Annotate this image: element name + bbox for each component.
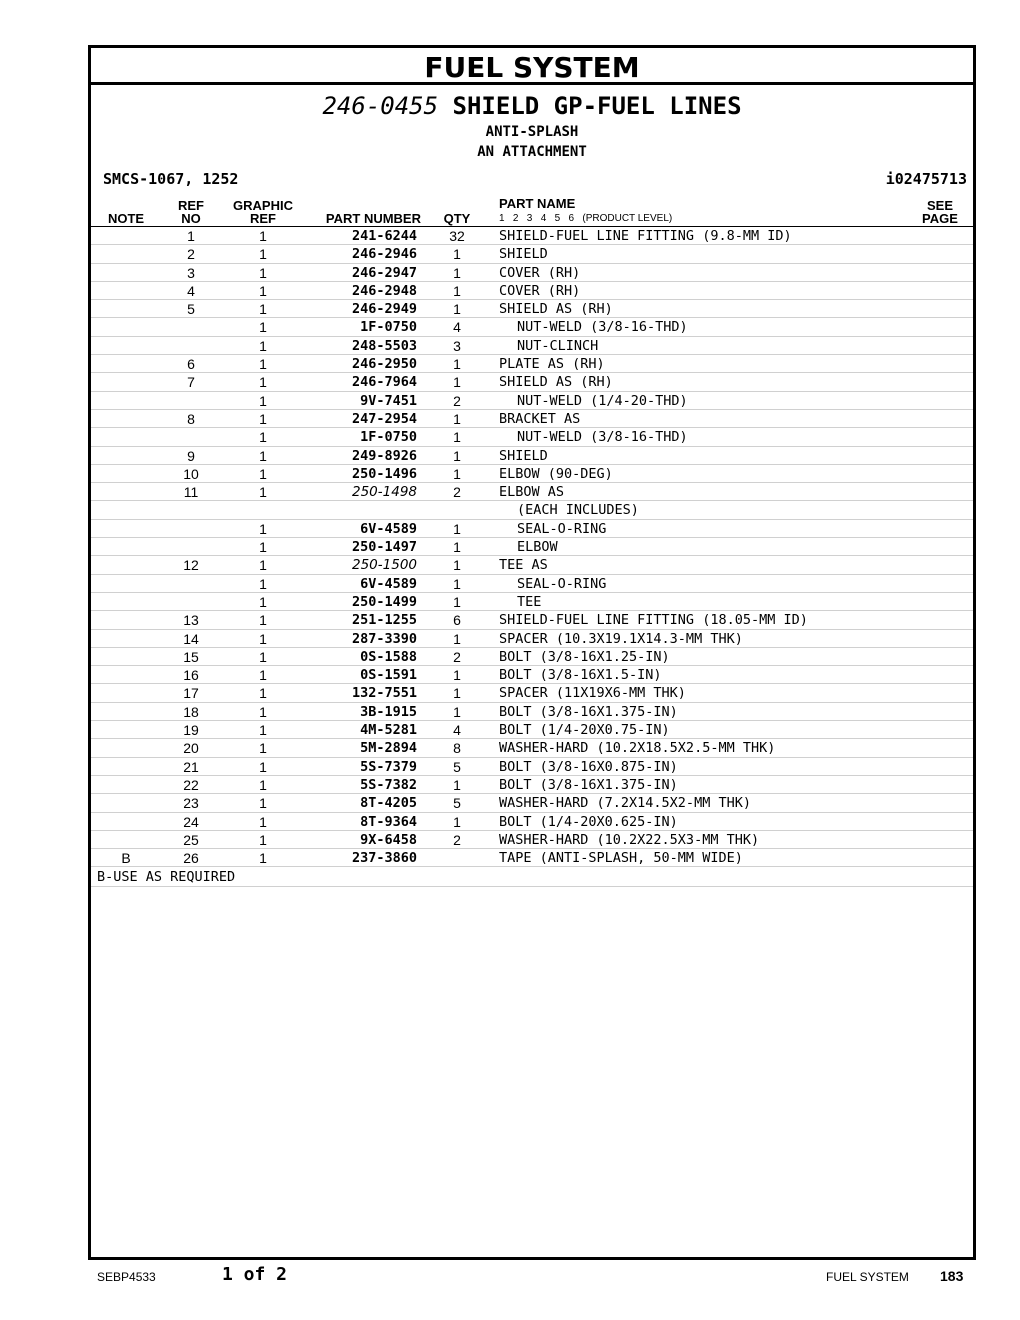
parts-table (91, 227, 973, 867)
ref-no-cell: 3 (187, 264, 195, 281)
graphic-ref-cell: 1 (259, 740, 267, 757)
ref-no-cell: 26 (183, 850, 199, 867)
page-frame (88, 45, 976, 1260)
part-number-cell: 3B-1915 (360, 703, 417, 720)
part-name-cell: PLATE AS (RH) (499, 356, 605, 373)
graphic-ref-cell: 1 (259, 429, 267, 446)
header-note: NOTE (107, 211, 145, 226)
graphic-ref-cell: 1 (259, 722, 267, 739)
table-row (91, 630, 973, 648)
table-row (91, 264, 973, 282)
part-name-cell: NUT-WELD (1/4-20-THD) (517, 392, 688, 409)
graphic-ref-cell: 1 (259, 246, 267, 263)
part-number-cell: 246-2949 (351, 301, 417, 318)
qty-cell: 1 (453, 356, 461, 373)
qty-cell: 1 (453, 410, 461, 427)
qty-cell: 5 (453, 758, 461, 775)
qty-cell: 1 (453, 813, 461, 830)
part-number-cell: 246-2947 (351, 264, 417, 281)
part-name-cell: (EACH INCLUDES) (517, 502, 639, 519)
qty-cell: 1 (453, 374, 461, 391)
part-number-cell: 9V-7451 (360, 392, 417, 409)
ref-no-cell: 7 (187, 374, 195, 391)
table-row (91, 648, 973, 666)
qty-cell: 8 (453, 740, 461, 757)
footer-page-number: 183 (940, 1268, 964, 1284)
qty-cell: 4 (453, 722, 461, 739)
ref-no-cell: 22 (183, 776, 199, 793)
part-number-cell: 1F-0750 (360, 319, 417, 336)
graphic-ref-cell: 1 (259, 484, 267, 501)
part-name-cell: TAPE (ANTI-SPLASH, 50-MM WIDE) (499, 850, 743, 867)
part-name-cell: SHIELD AS (RH) (499, 374, 613, 391)
table-row (91, 831, 973, 849)
section-title: FUEL SYSTEM (91, 48, 973, 85)
part-number-cell: 8T-9364 (360, 813, 417, 830)
part-number-cell: 237-3860 (351, 850, 417, 867)
part-name-cell: WASHER-HARD (10.2X18.5X2.5-MM THK) (499, 740, 776, 757)
graphic-ref-cell: 1 (259, 228, 267, 244)
part-number-cell: 246-2948 (351, 282, 417, 299)
ref-no-cell: 15 (183, 648, 199, 665)
qty-cell: 3 (453, 337, 461, 354)
graphic-ref-cell: 1 (259, 410, 267, 427)
part-name-cell: SEAL-O-RING (517, 520, 607, 537)
graphic-ref-cell: 1 (259, 795, 267, 812)
ref-no-cell: 14 (183, 630, 199, 647)
table-row (91, 355, 973, 373)
part-name-cell: COVER (RH) (499, 282, 581, 299)
graphic-ref-cell: 1 (259, 703, 267, 720)
part-number-cell: 8T-4205 (360, 795, 417, 812)
ref-no-cell: 10 (183, 465, 199, 482)
part-name-cell: SPACER (10.3X19.1X14.3-MM THK) (499, 630, 743, 647)
graphic-ref-cell: 1 (259, 850, 267, 867)
part-number-cell: 248-5503 (351, 337, 417, 354)
part-name-cell: BRACKET AS (499, 410, 581, 427)
graphic-ref-cell: 1 (259, 831, 267, 848)
graphic-ref-cell: 1 (259, 356, 267, 373)
ref-no-cell: 18 (183, 703, 199, 720)
part-number-cell: 5M-2894 (360, 740, 417, 757)
part-name-cell: ELBOW (517, 539, 558, 556)
table-row (91, 739, 973, 757)
table-row (91, 520, 973, 538)
header-see-top: SEE (926, 198, 953, 213)
table-row (91, 465, 973, 483)
graphic-ref-cell: 1 (259, 264, 267, 281)
qty-cell: 5 (453, 795, 461, 812)
footer-page-of: 1 of 2 (222, 1264, 288, 1285)
qty-cell: 1 (453, 575, 461, 592)
table-row (91, 666, 973, 684)
header-ref-top: REF (178, 198, 204, 213)
qty-cell: 1 (453, 685, 461, 702)
header-part-name: PART NAME (499, 196, 576, 211)
ref-no-cell: 24 (183, 813, 199, 830)
part-number-cell: 287-3390 (351, 630, 417, 647)
part-number-cell: 5S-7382 (360, 776, 417, 793)
ref-no-cell: 13 (183, 612, 199, 629)
graphic-ref-cell: 1 (259, 758, 267, 775)
part-number-cell: 250-1498 (352, 484, 417, 501)
ref-no-cell: 19 (183, 722, 199, 739)
part-name-cell: BOLT (1/4-20X0.625-IN) (499, 813, 678, 830)
part-name-cell: SEAL-O-RING (517, 575, 607, 592)
table-row (91, 428, 973, 446)
part-name-cell: SHIELD (499, 447, 548, 464)
part-name-cell: SHIELD AS (RH) (499, 301, 613, 318)
table-row (91, 318, 973, 336)
part-number-cell: 6V-4589 (360, 575, 417, 592)
table-row (91, 611, 973, 629)
table-row (91, 501, 973, 519)
qty-cell: 2 (453, 648, 461, 665)
graphic-ref-cell: 1 (259, 648, 267, 665)
graphic-ref-cell: 1 (259, 685, 267, 702)
graphic-ref-cell: 1 (259, 374, 267, 391)
ref-no-cell: 20 (183, 740, 199, 757)
table-row (91, 410, 973, 428)
part-number-cell: 250-1496 (351, 465, 417, 482)
table-row (91, 447, 973, 465)
note-cell: B (121, 850, 131, 867)
part-name-cell: COVER (RH) (499, 264, 581, 281)
graphic-ref-cell: 1 (259, 593, 267, 610)
table-row (91, 813, 973, 831)
qty-cell: 1 (453, 557, 461, 574)
part-number-cell: 9X-6458 (360, 831, 417, 848)
graphic-ref-cell: 1 (259, 667, 267, 684)
header-graphic-top: GRAPHIC (233, 198, 293, 213)
part-name-cell: BOLT (3/8-16X1.25-IN) (499, 648, 670, 665)
part-number-cell: 1F-0750 (360, 429, 417, 446)
illustration-id: i02475713 (885, 170, 967, 188)
graphic-ref-cell: 1 (259, 612, 267, 629)
part-number-cell: 246-2950 (351, 356, 417, 373)
part-name-cell: TEE (517, 593, 542, 610)
table-row (91, 684, 973, 702)
ref-no-cell: 25 (183, 831, 199, 848)
ref-no-cell: 23 (183, 795, 199, 812)
part-number-cell: 5S-7379 (360, 758, 417, 775)
qty-cell: 1 (453, 429, 461, 446)
ref-no-cell: 8 (187, 410, 195, 427)
part-number-cell: 250-1500 (352, 557, 417, 574)
table-row (91, 794, 973, 812)
part-name-cell: WASHER-HARD (7.2X14.5X2-MM THK) (499, 795, 751, 812)
graphic-ref-cell: 1 (259, 392, 267, 409)
part-name-cell: NUT-WELD (3/8-16-THD) (517, 319, 688, 336)
qty-cell: 1 (453, 593, 461, 610)
graphic-ref-cell: 1 (259, 630, 267, 647)
table-row (91, 373, 973, 391)
part-number-cell: 246-2946 (351, 246, 417, 263)
part-name-cell: SPACER (11X19X6-MM THK) (499, 685, 686, 702)
qty-cell: 1 (453, 447, 461, 464)
graphic-ref-cell: 1 (259, 447, 267, 464)
part-name-cell: NUT-CLINCH (517, 337, 599, 354)
qty-cell: 2 (453, 392, 461, 409)
graphic-ref-cell: 1 (259, 813, 267, 830)
qty-cell: 1 (453, 264, 461, 281)
part-name-cell: NUT-WELD (3/8-16-THD) (517, 429, 688, 446)
table-row (91, 483, 973, 501)
table-row (91, 282, 973, 300)
part-name-cell: SHIELD (499, 246, 548, 263)
table-row (91, 776, 973, 794)
qty-cell: 1 (453, 539, 461, 556)
table-row (91, 337, 973, 355)
footnote: B-USE AS REQUIRED (97, 868, 236, 885)
part-number-cell: 241-6244 (351, 228, 417, 244)
ref-no-cell: 2 (187, 246, 195, 263)
graphic-ref-cell: 1 (259, 282, 267, 299)
smcs-code: SMCS-1067, 1252 (103, 170, 239, 188)
part-number-cell: 249-8926 (351, 447, 417, 464)
footer-doc-number: SEBP4533 (97, 1270, 156, 1284)
table-row (91, 758, 973, 776)
graphic-ref-cell: 1 (259, 557, 267, 574)
ref-no-cell: 11 (183, 484, 199, 501)
qty-cell: 4 (453, 319, 461, 336)
table-row (91, 227, 973, 245)
part-number-cell: 251-1255 (351, 612, 417, 629)
header-product-level: 1 2 3 4 5 6 (PRODUCT LEVEL) (499, 213, 673, 224)
footnote-rule (91, 886, 973, 887)
header-ref-bottom: NO (181, 211, 201, 226)
header-qty: QTY (443, 211, 471, 226)
part-number-cell: 247-2954 (351, 410, 417, 427)
graphic-ref-cell: 1 (259, 301, 267, 318)
ref-no-cell: 9 (187, 447, 195, 464)
header-part-number: PART NUMBER (325, 211, 421, 226)
header-graphic-bottom: REF (250, 211, 276, 226)
part-number-cell: 6V-4589 (360, 520, 417, 537)
table-row (91, 538, 973, 556)
graphic-ref-cell: 1 (259, 776, 267, 793)
graphic-ref-cell: 1 (259, 539, 267, 556)
qty-cell: 1 (453, 520, 461, 537)
table-row (91, 849, 973, 867)
part-name-cell: SHIELD-FUEL LINE FITTING (9.8-MM ID) (499, 228, 792, 244)
ref-no-cell: 17 (183, 685, 199, 702)
graphic-ref-cell: 1 (259, 337, 267, 354)
header-see-bottom: PAGE (922, 211, 958, 226)
qty-cell: 1 (453, 776, 461, 793)
graphic-ref-cell: 1 (259, 465, 267, 482)
part-name-cell: TEE AS (499, 557, 548, 574)
part-number-cell: 0S-1588 (360, 648, 417, 665)
ref-no-cell: 5 (187, 301, 195, 318)
part-number-cell: 0S-1591 (360, 667, 417, 684)
table-row (91, 575, 973, 593)
group-subtitle-2: AN ATTACHMENT (477, 144, 587, 160)
qty-cell: 6 (453, 612, 461, 629)
ref-no-cell: 4 (187, 282, 195, 299)
part-name-cell: BOLT (1/4-20X0.75-IN) (499, 722, 670, 739)
group-subtitle-1: ANTI-SPLASH (485, 124, 579, 140)
table-row (91, 300, 973, 318)
part-name-cell: BOLT (3/8-16X1.5-IN) (499, 667, 662, 684)
table-row (91, 556, 973, 574)
part-name-cell: ELBOW AS (499, 484, 565, 501)
part-number-cell: 250-1497 (351, 539, 417, 556)
qty-cell: 1 (453, 282, 461, 299)
part-name-cell: ELBOW (90-DEG) (499, 465, 613, 482)
qty-cell: 1 (453, 667, 461, 684)
graphic-ref-cell: 1 (259, 575, 267, 592)
part-number-cell: 250-1499 (351, 593, 417, 610)
table-row (91, 721, 973, 739)
ref-no-cell: 12 (183, 557, 199, 574)
ref-no-cell: 21 (183, 758, 199, 775)
ref-no-cell: 16 (183, 667, 199, 684)
part-number-cell: 132-7551 (351, 685, 417, 702)
group-title (91, 92, 973, 120)
qty-cell: 2 (453, 831, 461, 848)
qty-cell: 32 (449, 228, 465, 244)
table-row (91, 593, 973, 611)
ref-no-cell: 6 (187, 356, 195, 373)
part-name-cell: SHIELD-FUEL LINE FITTING (18.05-MM ID) (499, 612, 808, 629)
group-name: SHIELD GP-FUEL LINES (452, 92, 742, 120)
part-name-cell: BOLT (3/8-16X1.375-IN) (499, 703, 678, 720)
ref-no-cell: 1 (187, 228, 195, 244)
table-row (91, 245, 973, 263)
qty-cell: 1 (453, 465, 461, 482)
group-part-number: 246-0455 (322, 92, 439, 120)
part-number-cell: 246-7964 (351, 374, 417, 391)
qty-cell: 1 (453, 630, 461, 647)
part-number-cell: 4M-5281 (360, 722, 417, 739)
part-name-cell: BOLT (3/8-16X0.875-IN) (499, 758, 678, 775)
qty-cell: 2 (453, 484, 461, 501)
part-name-cell: WASHER-HARD (10.2X22.5X3-MM THK) (499, 831, 760, 848)
footer-section: FUEL SYSTEM (826, 1270, 909, 1284)
graphic-ref-cell: 1 (259, 520, 267, 537)
qty-cell: 1 (453, 246, 461, 263)
table-row (91, 392, 973, 410)
part-name-cell: BOLT (3/8-16X1.375-IN) (499, 776, 678, 793)
graphic-ref-cell: 1 (259, 319, 267, 336)
qty-cell: 1 (453, 703, 461, 720)
table-row (91, 703, 973, 721)
qty-cell: 1 (453, 301, 461, 318)
